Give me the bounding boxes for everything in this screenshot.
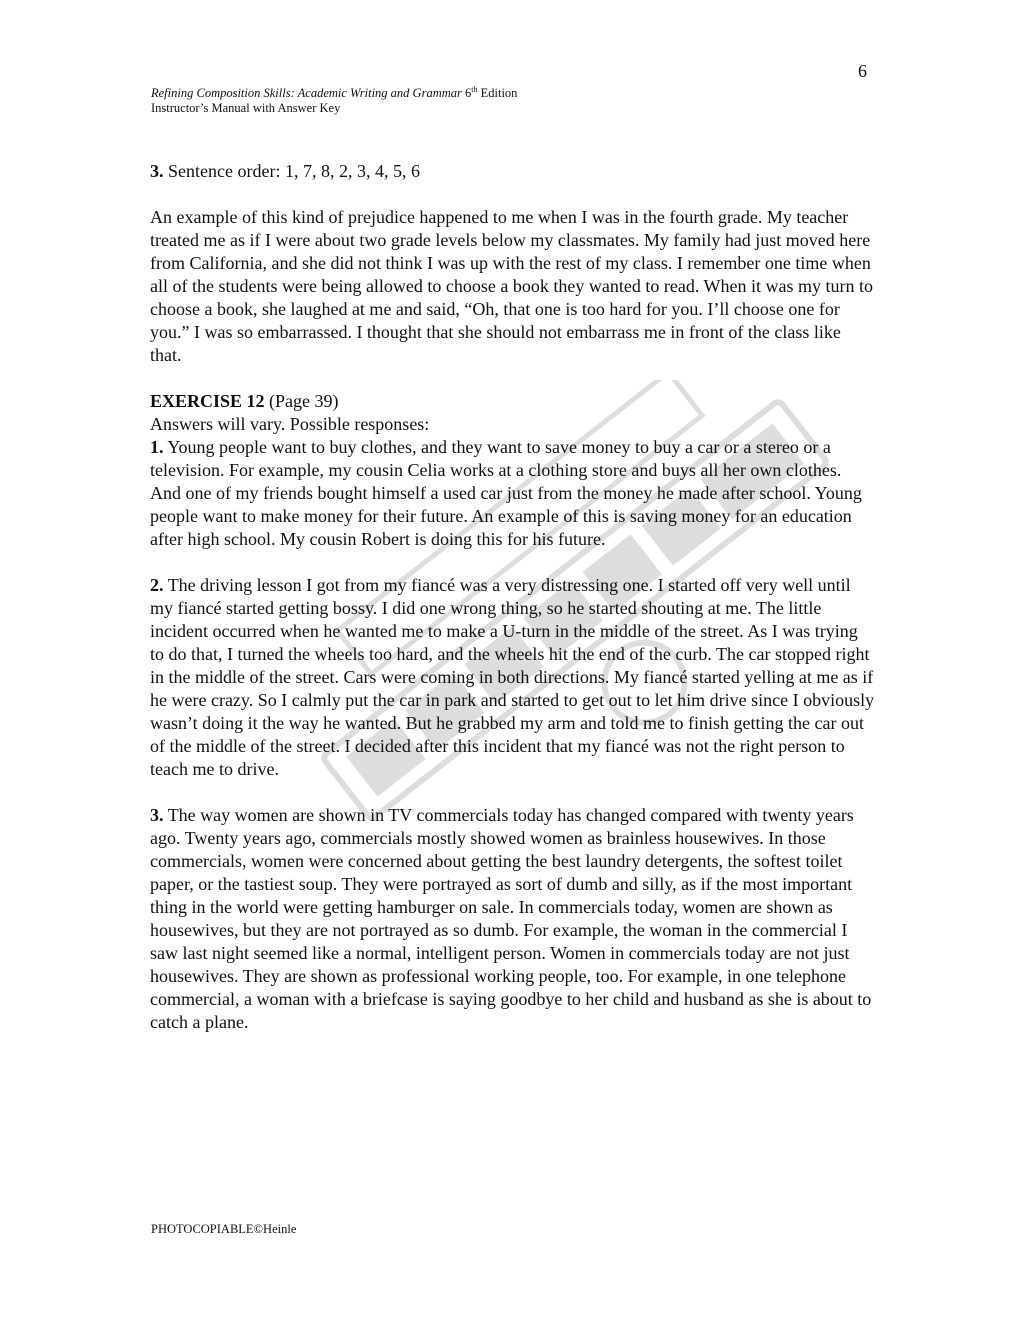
answer-paragraph [150, 804, 875, 1034]
answer-text: The way women are shown in TV commercials today has changed compared with twenty years ago. Twenty years ago, commercials mostly showed women as brainless housewives. In those commercials, women were concerned about getting the best laundry detergents, the softest toilet paper, or the tastiest soup. They were portrayed as sort of dumb and silly, as if the most important thing in the world were getting hamburger on sale. In commercials today, women are shown as housewives, but they are not portrayed as so dumb. For example, the woman in the commercial I saw last night seemed like a normal, intelligent person. Women in commercials today are not just housewives. They are shown as professional working people, too. For example, in one telephone commercial, a woman with a briefcase is saying goodbye to her child and husband as she is about to catch a plane. [150, 805, 872, 1032]
answer-text: Young people want to buy clothes, and they want to save money to buy a car or a stereo or a television. For example, my cousin Celia works at a clothing store and buys all her own clothes. And one of my friends bought himself a used car just from the money he made after school. Young people want to make money for their future. An example of this is saving money for an education after high school. My cousin Robert is doing this for his future. [150, 437, 862, 549]
edition-word: Edition [480, 86, 518, 101]
answer-text: The driving lesson I got from my fiancé was a very distressing one. I started off very well until my fiancé started getting bossy. I did one wrong thing, so he started shouting at me. The little incident occurred when he wanted me to make a U-turn in the middle of the street. As I was trying to do that, I turned the wheels too hard, and the wheels hit the end of the curb. The car stopped right in the middle of the street. Cars were coming in both directions. My fiancé started yelling at me as if he were crazy. So I calmly put the car in park and started to get out to let him drive since I obviously wasn’t doing it the way he wanted. But he grabbed my arm and told me to finish getting the car out of the middle of the street. I decided after this incident that my fiancé was not the right person to teach me to drive. [150, 575, 875, 779]
book-title: Refining Composition Skills: Academic Writing and Grammar [151, 86, 462, 101]
sentence-order-text: Sentence order: 1, 7, 8, 2, 3, 4, 5, 6 [168, 161, 420, 181]
answer-number: 2. [150, 575, 164, 595]
answer-paragraph [150, 436, 875, 551]
spacer [150, 551, 875, 574]
main-content [150, 160, 875, 1034]
answer-number: 1. [150, 437, 164, 457]
prejudice-paragraph: An example of this kind of prejudice happened to me when I was in the fourth grade. My teacher treated me as if I were about two grade levels below my classmates. My family had just moved here from California, and she did not think I was up with the rest of my class. I remember one time when all of the students were being allowed to choose a book they wanted to read. When it was my turn to choose a book, she laughed at me and said, “Oh, that one is too hard for you. I’ll choose one for you.” I was so embarrassed. I thought that she should not embarrass me in front of the class like that. [150, 207, 873, 365]
exercise-intro: Answers will vary. Possible responses: [150, 414, 430, 434]
running-header [151, 82, 517, 116]
exercise-page-ref: (Page 39) [269, 391, 339, 411]
edition-suffix: th [471, 85, 478, 94]
header-subtitle: Instructor’s Manual with Answer Key [151, 101, 341, 116]
answer-paragraph [150, 574, 875, 781]
spacer [150, 183, 875, 206]
answer-number: 3. [150, 805, 164, 825]
exercise-title: EXERCISE 12 [150, 391, 265, 411]
sentence-order-line [150, 160, 875, 183]
spacer [150, 367, 875, 390]
exercise-heading [150, 390, 875, 413]
footer-copyright: PHOTOCOPIABLE©Heinle [151, 1222, 297, 1236]
edition-number: 6 [465, 86, 472, 101]
page-number: 6 [858, 61, 867, 81]
header-book-line [151, 82, 517, 101]
spacer [150, 781, 875, 804]
item-number: 3. [150, 161, 164, 181]
